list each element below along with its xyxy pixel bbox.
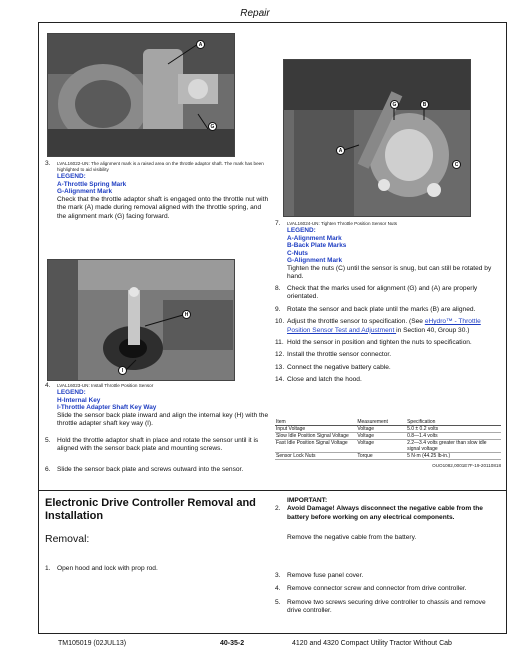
list-item: [275, 376, 501, 384]
edc-step-1: [45, 565, 265, 573]
steps-list: [275, 285, 501, 389]
table-cell: Sensor Lock Nuts: [275, 453, 356, 460]
legend-item: B-Back Plate Marks: [287, 242, 347, 250]
step-text: Avoid Damage! Always disconnect the negative cable from the battery before working on any electrical components.: [287, 505, 483, 521]
step-number: 7.: [275, 220, 281, 227]
table-cell: Voltage: [356, 433, 406, 440]
list-item: [275, 339, 501, 347]
callout-label: B: [420, 100, 429, 109]
step-number: 13.: [275, 363, 285, 371]
step-text: Remove connector screw and connector from drive controller.: [287, 585, 467, 593]
legend-title: LEGEND:: [57, 389, 86, 396]
step-number: 12.: [275, 351, 285, 359]
table-cell: Fast Idle Position Signal Voltage: [275, 440, 356, 453]
callout-label: I: [118, 366, 127, 375]
table-cell: 5.0 ± 0.2 volts: [406, 426, 501, 433]
legend-item: G-Alignment Mark: [57, 188, 113, 196]
step-text: Rotate the sensor and back plate until the marks (B) are aligned.: [287, 305, 476, 313]
callout-label: C: [452, 160, 461, 169]
legend-item: A-Alignment Mark: [287, 234, 342, 242]
legend-item: A-Throttle Spring Mark: [57, 180, 127, 188]
callout-label: G: [208, 122, 217, 131]
table-row: [275, 426, 501, 433]
step-text: Close and latch the hood.: [287, 376, 362, 384]
step-6: [45, 466, 271, 474]
table-header: Item: [275, 419, 356, 426]
callout-label: H: [182, 310, 191, 319]
figure-caption: LVAL16022-UN: The alignment mark is a raised area on the throttle adaptor shaft. The mark has been highlighted to aid visibility: [57, 161, 264, 172]
legend-item: G-Alignment Mark: [287, 257, 343, 265]
table-cell: Voltage: [356, 426, 406, 433]
important-label: IMPORTANT:: [287, 497, 328, 504]
spec-table: [275, 419, 501, 469]
step-number: 5.: [275, 598, 281, 606]
cross-reference-link[interactable]: eHydro™ - Throttle Position Sensor Test and Adjustment: [287, 318, 481, 334]
footer-doc-number: TM105019 (02JUL13): [58, 640, 127, 647]
step-text: Remove two screws securing drive controller to chassis and remove drive controller.: [287, 598, 486, 615]
photo-sensor-install: [47, 259, 235, 381]
footer-title: 4120 and 4320 Compact Utility Tractor Without Cab: [292, 640, 452, 647]
table-cell: 0.8—1.4 volts: [406, 433, 501, 440]
list-item: [275, 599, 501, 616]
list-item: [275, 306, 501, 314]
step-text: Check that the throttle adaptor shaft is engaged onto the throttle nut with the mark (A) made during removal aligned with the throttle spring, and the alignment mark (G) facing forward.: [57, 195, 269, 220]
photo-sensor-nuts: [283, 59, 471, 217]
figure-caption: LVAL16023-UN: Install Throttle Position Sensor: [57, 383, 154, 388]
step-number: 5.: [45, 437, 51, 444]
section-heading: Electronic Drive Controller Removal and Installation: [45, 497, 256, 522]
legend-item: C-Nuts: [287, 249, 308, 257]
footer-page-number: 40-35-2: [220, 640, 245, 647]
step-number: 14.: [275, 376, 285, 384]
step-text: Slide the sensor back plate inward and align the internal key (H) with the throttle adapter shaft key way (I).: [57, 411, 269, 428]
step-5: [45, 437, 271, 454]
step-3: [45, 161, 271, 221]
table-row: [275, 440, 501, 453]
legend-item: I-Throttle Adapter Shaft Key Way: [57, 404, 157, 412]
page-header: [0, 0, 510, 22]
step-number: 4.: [45, 382, 51, 389]
table-cell: Input Voltage: [275, 426, 356, 433]
list-item: [275, 285, 501, 302]
photo-throttle-adapter: [47, 33, 235, 157]
document-reference: OUO1082,0001E7F-19-20110818: [432, 463, 501, 468]
list-item: [275, 318, 501, 335]
list-item: [275, 364, 501, 372]
table-header: Measurement: [356, 419, 406, 426]
edc-steps-list: [275, 572, 501, 616]
section-divider: [39, 490, 506, 491]
step-text: in Section 40, Group 30.): [396, 326, 470, 334]
callout-label: A: [196, 40, 205, 49]
step-number: 2.: [275, 505, 281, 513]
step-text: Install the throttle sensor connector.: [287, 351, 392, 359]
table-header: Specification: [406, 419, 501, 426]
step-number: 8.: [275, 285, 281, 292]
step-note: Remove the negative cable from the battery.: [287, 534, 417, 542]
table-row: [275, 433, 501, 440]
list-item: [275, 351, 501, 359]
step-number: 3.: [275, 572, 281, 579]
step-text: Hold the sensor in position and tighten the nuts to specification.: [287, 339, 472, 347]
list-item: [275, 572, 501, 580]
list-item: [275, 585, 501, 593]
step-number: 9.: [275, 305, 281, 313]
step-number: 10.: [275, 318, 285, 326]
table-cell: Voltage: [356, 440, 406, 453]
step-text: Open hood and lock with prop rod.: [57, 565, 158, 572]
table-cell: 2.2—3.4 volts greater than slow idle signal voltage: [406, 440, 501, 453]
step-text: Connect the negative battery cable.: [287, 363, 391, 371]
table-cell: Slow Idle Position Signal Voltage: [275, 433, 356, 440]
step-text: Adjust the throttle sensor to specification. (See: [287, 318, 425, 326]
subsection-heading: Removal:: [45, 533, 90, 545]
step-number: 3.: [45, 160, 51, 167]
step-number: 4.: [275, 585, 281, 593]
step-text: Hold the throttle adaptor shaft in place and rotate the sensor until it is aligned with the sensor back plate and mounting screws.: [57, 437, 259, 453]
step-text: Slide the sensor back plate and screws outward into the sensor.: [57, 466, 244, 473]
step-text: Tighten the nuts (C) until the sensor is snug, but can still be rotated by hand.: [287, 264, 492, 281]
step-4: [45, 383, 271, 429]
step-text: Check that the marks used for alignment (G) and (A) are properly orientated.: [287, 285, 478, 301]
step-number: 1.: [45, 565, 51, 572]
table-cell: 5 N·m (44.25 lb-in.): [406, 453, 501, 460]
figure-caption: LVAL16024-UN: Tighten Throttle Position Sensor Nuts: [287, 221, 398, 226]
content-frame: [38, 22, 507, 634]
callout-label: G: [390, 100, 399, 109]
table-cell: Torque: [356, 453, 406, 460]
legend-item: H-Internal Key: [57, 396, 101, 404]
legend-title: LEGEND:: [287, 227, 316, 234]
section-title: Repair: [240, 8, 270, 19]
step-text: Remove fuse panel cover.: [287, 572, 364, 579]
table-row: [275, 453, 501, 460]
step-7: [275, 221, 501, 282]
step-number: 6.: [45, 466, 51, 473]
edc-step-2: [275, 497, 501, 543]
callout-label: A: [336, 146, 345, 155]
legend-title: LEGEND:: [57, 173, 86, 180]
step-number: 11.: [275, 339, 284, 347]
